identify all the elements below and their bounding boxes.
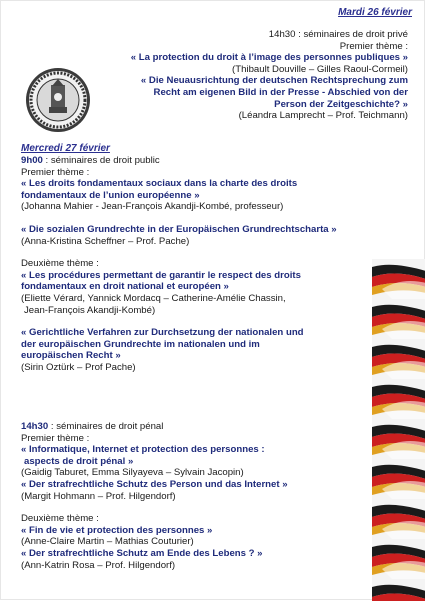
- german-flag-strip-icon: [372, 259, 425, 601]
- tuesday-session: [78, 29, 408, 122]
- talk-c-title-l2: fondamentaux en droit national et européen »: [21, 281, 229, 293]
- flag-tile: [372, 259, 425, 299]
- afternoon-time-line: [21, 421, 371, 433]
- talk-f-title: « Der strafrechtliche Schutz des Person und das Internet »: [21, 478, 288, 490]
- talk-c-title-l1: « Les procédures permettant de garantir le respect des droits: [21, 269, 301, 281]
- tuesday-talk2-title-l3: Person der Zeitgeschichte? »: [274, 98, 408, 110]
- talk-d-title-l3: europäischen Recht »: [21, 350, 121, 362]
- flag-tile: [372, 339, 425, 379]
- talk-g-speakers: (Anne-Claire Martin – Mathias Couturier): [21, 536, 194, 548]
- talk-f-speakers: (Margit Hohmann – Prof. Hilgendorf): [21, 490, 176, 502]
- flag-tile: [372, 579, 425, 601]
- tuesday-talk1-title: « La protection du droit à l’image des personnes publiques »: [130, 52, 408, 64]
- talk-a-speakers: (Johanna Mahier - Jean-François Akandji-Kombé, professeur): [21, 201, 284, 213]
- tuesday-talk1-speakers: (Thibault Douville – Gilles Raoul-Cormeil): [232, 63, 408, 75]
- afternoon-time: 14h30: [21, 421, 49, 432]
- morning-theme2-label: Deuxième thème :: [21, 258, 99, 270]
- talk-a-title-l2: fondamentaux de l’union européenne »: [21, 189, 200, 201]
- afternoon-theme2-label: Deuxième thème :: [21, 513, 99, 525]
- morning-theme1-label: Premier thème :: [21, 166, 90, 178]
- wednesday-date: Mercredi 27 février: [21, 143, 110, 154]
- wednesday-morning-session: [21, 155, 371, 374]
- flag-tile: [372, 379, 425, 419]
- tuesday-session-label: : séminaires de droit privé: [295, 29, 408, 40]
- talk-e-title-l2: aspects de droit pénal »: [24, 455, 134, 467]
- flag-tile: [372, 419, 425, 459]
- morning-session-label: : séminaires de droit public: [42, 155, 160, 166]
- tuesday-talk2-title-l1: « Die Neuausrichtung der deutschen Rechtsprechung zum: [140, 75, 408, 87]
- talk-c-speakers-l2: Jean-François Akandji-Kombé): [24, 304, 156, 316]
- tuesday-talk2-title-l2: Recht am eigenen Bild in der Presse - Abschied von der: [153, 86, 408, 98]
- tuesday-theme1-label: Premier thème :: [339, 40, 408, 52]
- afternoon-session-label: : séminaires de droit pénal: [48, 421, 164, 432]
- talk-h-speakers: (Ann-Katrin Rosa – Prof. Hilgendorf): [21, 559, 176, 571]
- flag-tile: [372, 539, 425, 579]
- flag-tile: [372, 499, 425, 539]
- talk-d-title-l2: der europäischen Grundrechte im nationalen und im: [21, 338, 260, 350]
- talk-d-speakers: (Sirin Oztürk – Prof Pache): [21, 361, 136, 373]
- afternoon-theme1-label: Premier thème :: [21, 432, 90, 444]
- morning-time: 9h00: [21, 155, 43, 166]
- morning-time-line: [21, 155, 371, 167]
- talk-d-title-l1: « Gerichtliche Verfahren zur Durchsetzung der nationalen und: [21, 327, 304, 339]
- wednesday-afternoon-session: [21, 421, 371, 571]
- tuesday-talk2-speakers: (Léandra Lamprecht – Prof. Teichmann): [238, 110, 408, 122]
- talk-b-title: « Die sozialen Grundrechte in der Europäischen Grundrechtscharta »: [21, 223, 337, 235]
- talk-c-speakers-l1: (Eliette Vérard, Yannick Mordacq – Catherine-Amélie Chassin,: [21, 292, 286, 304]
- tuesday-time: 14h30: [268, 29, 296, 40]
- flag-tile: [372, 299, 425, 339]
- talk-e-speakers: (Gaidig Taburet, Emma Silyayeva – Sylvain Jacopin): [21, 467, 244, 479]
- talk-h-title: « Der strafrechtliche Schutz am Ende des Lebens ? »: [21, 547, 263, 559]
- talk-b-speakers: (Anna-Kristina Scheffner – Prof. Pache): [21, 235, 190, 247]
- talk-a-title-l1: « Les droits fondamentaux sociaux dans la charte des droits: [21, 178, 298, 190]
- tuesday-date: Mardi 26 février: [338, 7, 412, 18]
- flag-tile: [372, 459, 425, 499]
- talk-g-title: « Fin de vie et protection des personnes »: [21, 524, 213, 536]
- tuesday-time-line: [78, 29, 408, 41]
- talk-e-title-l1: « Informatique, Internet et protection des personnes :: [21, 444, 265, 456]
